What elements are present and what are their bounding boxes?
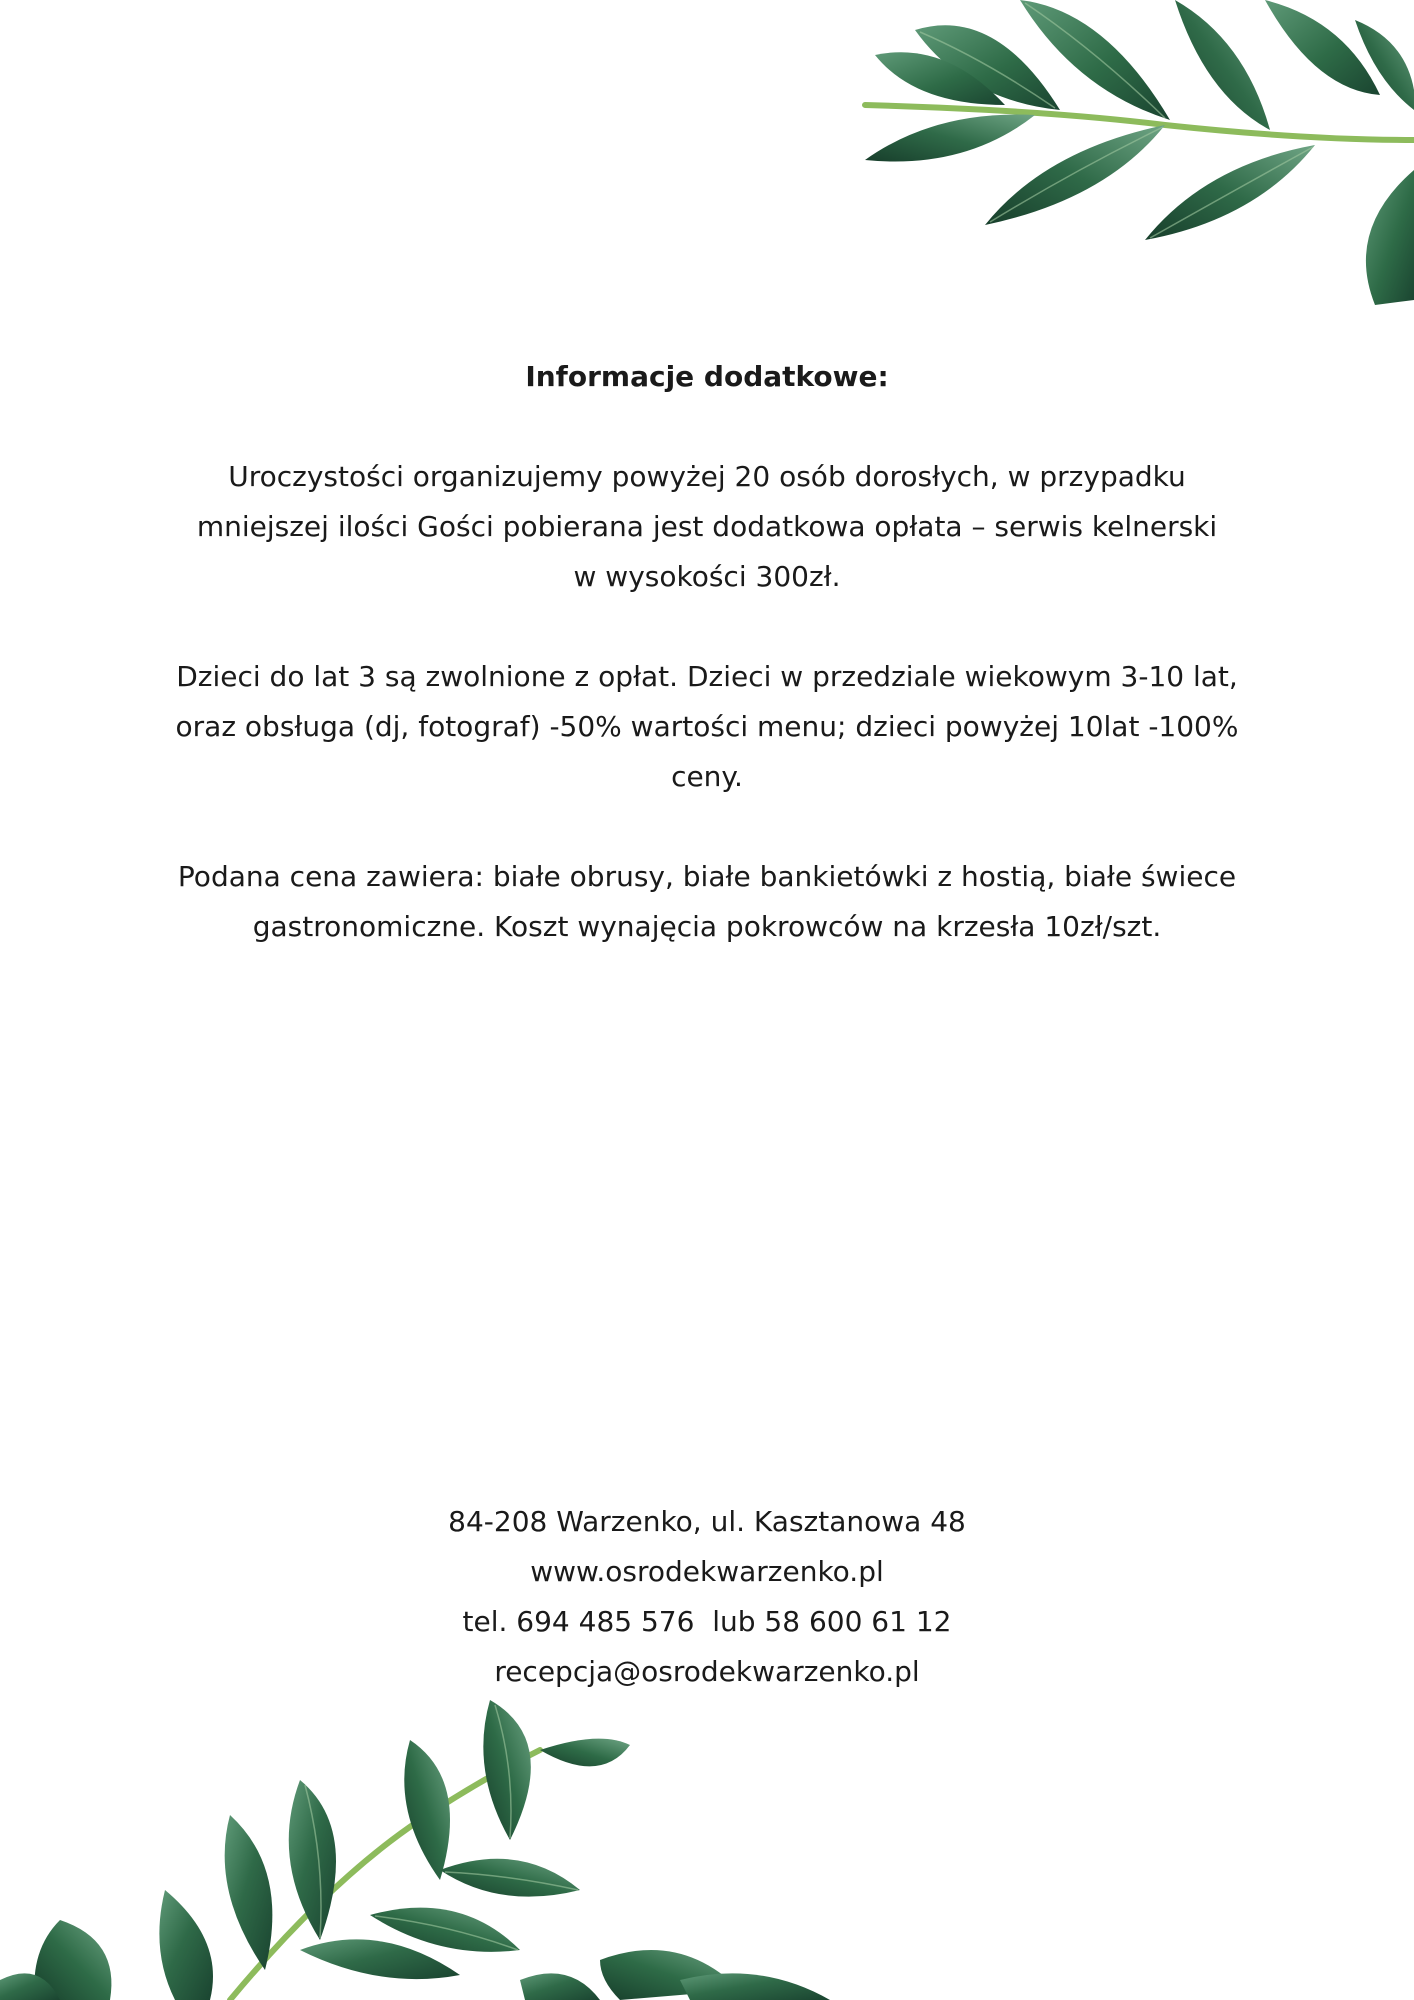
leaf-branch-bottom-left bbox=[0, 1690, 870, 2000]
contact-phone: tel. 694 485 576 lub 58 600 61 12 bbox=[462, 1605, 952, 1638]
section-heading: Informacje dodatkowe: bbox=[525, 360, 889, 393]
contact-email: recepcja@osrodekwarzenko.pl bbox=[494, 1655, 920, 1688]
info-section bbox=[120, 352, 1294, 1002]
paragraph-price-includes: Podana cena zawiera: białe obrusy, białe bankietówki z hostią, białe świece gastronomiczne. Koszt wynajęcia pokrowców na krzesła 10zł/szt. bbox=[177, 860, 1237, 943]
contact-website: www.osrodekwarzenko.pl bbox=[530, 1555, 884, 1588]
contact-address: 84-208 Warzenko, ul. Kasztanowa 48 bbox=[448, 1505, 966, 1538]
leaf-branch-top-right bbox=[845, 0, 1414, 310]
paragraph-children-pricing: Dzieci do lat 3 są zwolnione z opłat. Dzieci w przedziale wiekowym 3-10 lat, oraz obsługa (dj, fotograf) -50% wartości menu; dzieci powyżej 10lat -100% ceny. bbox=[175, 660, 1239, 793]
contact-block bbox=[120, 1497, 1294, 1697]
paragraph-minimum-guests: Uroczystości organizujemy powyżej 20 osób dorosłych, w przypadku mniejszej ilości Gości pobierana jest dodatkowa opłata – serwis kelnerski w wysokości 300zł. bbox=[196, 460, 1218, 593]
